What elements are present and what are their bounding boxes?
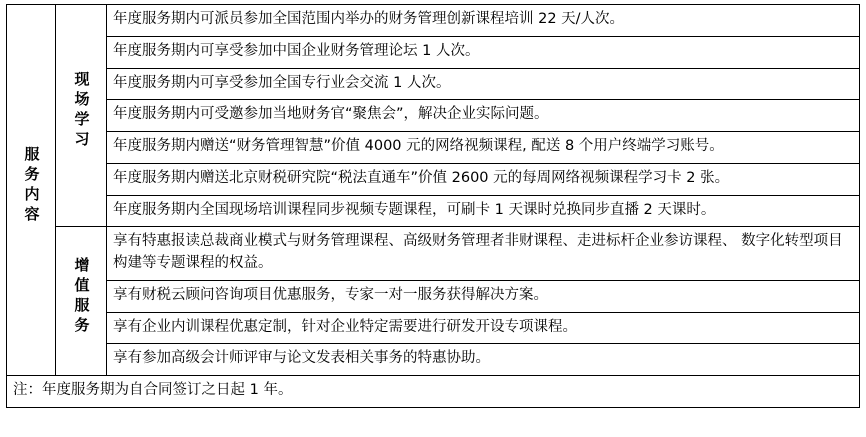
table-row (7, 132, 860, 164)
section-header-label: 增值服务 (72, 256, 91, 337)
table-cell-item: 年度服务期内赠送北京财税研究院“税法直通车”价值 2600 元的每周网络视频课程学习卡 2 张。 (107, 163, 860, 195)
table-cell-item: 享有参加高级会计师评审与论文发表相关事务的特惠协助。 (107, 344, 860, 376)
table-cell-item: 享有企业内训课程优惠定制，针对企业特定需要进行研发开设专项课程。 (107, 312, 860, 344)
table-cell-item: 年度服务期内全国现场培训课程同步视频专题课程，可刷卡 1 天课时兑换同步直播 2 天课时。 (107, 195, 860, 227)
table-row-note (7, 376, 860, 408)
table-row (7, 68, 860, 100)
table-cell-item: 年度服务期内可享受参加全国专行业会交流 1 人次。 (107, 68, 860, 100)
table-row (7, 312, 860, 344)
section-header-value-added-services (56, 227, 107, 376)
table-cell-item: 享有特惠报读总裁商业模式与财务管理课程、高级财务管理者非财课程、走进标杆企业参访课程、 数字化转型项目构建等专题课程的权益。 (107, 227, 860, 281)
table-row (7, 280, 860, 312)
table-cell-item: 年度服务期内可派员参加全国范围内举办的财务管理创新课程培训 22 天/人次。 (107, 5, 860, 37)
table-cell-item: 享有财税云顾问咨询项目优惠服务，专家一对一服务获得解决方案。 (107, 280, 860, 312)
table-row (7, 5, 860, 37)
table-row (7, 36, 860, 68)
row-header-service-content (7, 5, 56, 376)
table-row (7, 227, 860, 281)
section-header-label: 现场学习 (72, 71, 91, 152)
table-row (7, 344, 860, 376)
table-row (7, 195, 860, 227)
table-row (7, 163, 860, 195)
table-cell-item: 年度服务期内赠送“财务管理智慧”价值 4000 元的网络视频课程, 配送 8 个用户终端学习账号。 (107, 132, 860, 164)
table-cell-item: 年度服务期内可受邀参加当地财务官“聚焦会”，解决企业实际问题。 (107, 100, 860, 132)
service-content-table (6, 4, 860, 408)
row-header-label: 服务内容 (22, 145, 41, 226)
table-cell-item: 年度服务期内可享受参加中国企业财务管理论坛 1 人次。 (107, 36, 860, 68)
table-row (7, 100, 860, 132)
section-header-onsite-learning (56, 5, 107, 227)
table-note: 注：年度服务期为自合同签订之日起 1 年。 (7, 376, 860, 408)
table-body (7, 5, 860, 408)
